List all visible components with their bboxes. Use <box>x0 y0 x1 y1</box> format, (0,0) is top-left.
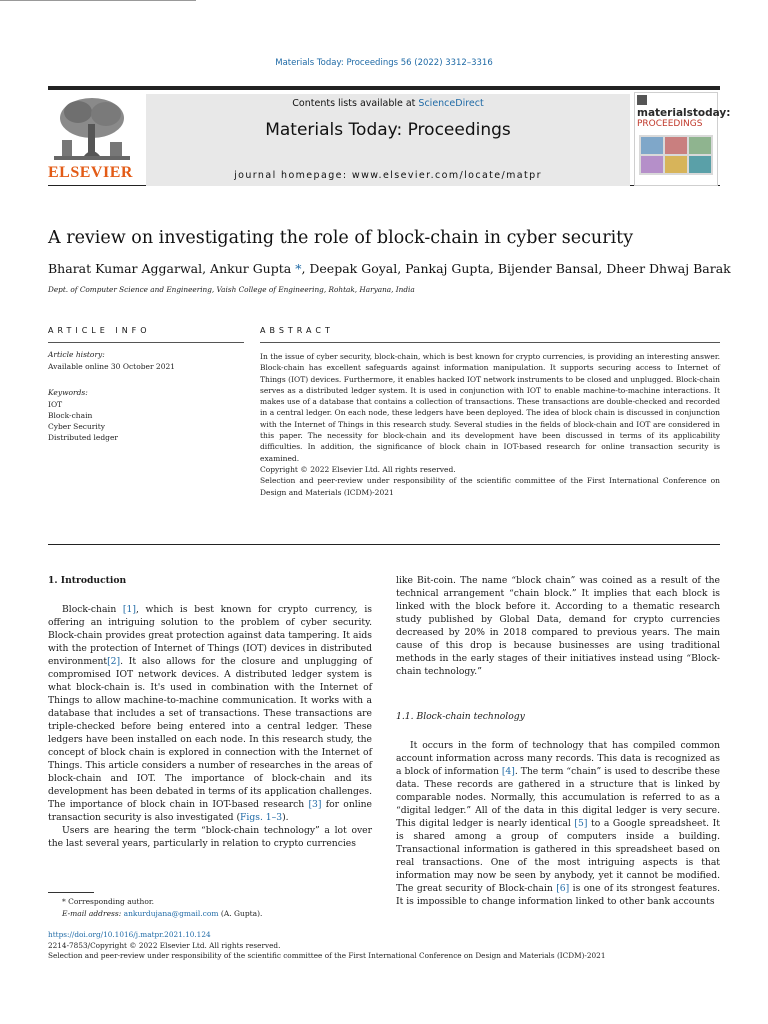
reference-link[interactable]: [3] <box>308 799 322 810</box>
contents-line <box>146 98 630 109</box>
page-footer <box>48 930 605 962</box>
cover-subtitle: PROCEEDINGS <box>637 119 703 129</box>
article-history-value: Available online 30 October 2021 <box>48 362 176 371</box>
keywords-label: Keywords: <box>48 388 88 397</box>
article-info-divider <box>48 342 244 343</box>
article-title: A review on investigating the role of block-chain in cyber security <box>48 228 634 248</box>
subsection-text: is one of its strongest features. It is impossible to change information linked to other bank accounts <box>396 883 720 907</box>
keyword-item: Cyber Security <box>48 422 106 431</box>
footnote-divider <box>48 892 94 893</box>
subsection-paragraph-1 <box>396 739 720 908</box>
journal-citation-link[interactable]: Materials Today: Proceedings 56 (2022) 3312–3316 <box>275 58 493 68</box>
author-list <box>48 261 738 276</box>
authors-first: Bharat Kumar Aggarwal, Ankur Gupta <box>48 261 296 276</box>
subsection-text: It occurs in the form of technology that has compiled common account information across many records. This data is recognized as a block of information <box>396 740 720 777</box>
cover-image-icon <box>639 135 713 175</box>
masthead-banner <box>146 94 630 186</box>
abstract-body <box>260 351 720 498</box>
intro-text: Block-chain <box>62 604 123 615</box>
journal-cover-thumbnail[interactable] <box>634 92 731 186</box>
article-history-label: Article history: <box>48 350 105 359</box>
reference-link[interactable]: [1] <box>122 604 136 615</box>
keywords-list <box>48 399 118 443</box>
intro-text: , which is best known for crypto currency, is offering an intriguing solution to the problem of cyber security. Block-chain provides great protection against data tampering. It aids with the protection of Internet of Things (IOT) devices in distributed environment <box>48 604 372 667</box>
abstract-copyright: Copyright © 2022 Elsevier Ltd. All rights reserved. <box>260 464 456 474</box>
author-email-link[interactable]: ankurdujana@gmail.com <box>123 909 219 918</box>
figure-link[interactable]: Figs. 1–3 <box>240 812 283 823</box>
keyword-item: Block-chain <box>48 411 93 420</box>
intro-text: for online transaction security is also investigated ( <box>48 799 372 823</box>
body-divider <box>48 544 720 545</box>
subsection-heading-block-chain-technology: 1.1. Block-chain technology <box>396 711 525 722</box>
footnote-corresponding <box>48 896 262 908</box>
intro-text: ). <box>282 812 289 823</box>
body-column-left <box>48 574 372 850</box>
sciencedirect-link[interactable]: ScienceDirect <box>418 98 484 109</box>
section-heading-introduction: 1. Introduction <box>48 575 127 586</box>
footnote-email-line <box>48 908 262 920</box>
subsection-text: . The term “chain” is used to describe these data. These records are gathered in a structure that is linked by comparable nodes. Normally, this accumulation is referred to as a “digital ledger.” All of the data in this digital ledger is very secure. This digital ledger is nearly identical <box>396 766 720 829</box>
journal-title[interactable]: Materials Today: Proceedings <box>265 120 511 140</box>
email-suffix: (A. Gupta). <box>218 909 263 918</box>
intro-text: . It also allows for the closure and unplugging of compromised IOT network devices. A distributed ledger system is what block-chain is. It's used in combination with the Internet of Things to allow machine-to-machine communication. It works with a database that includes a set of transactions. These transactions are triple-checked before being entered into a central ledger. These ledgers have been installed on each node. In this research study, the concept of block chain is explored in connection with the Internet of Things. This article considers a number of researches in the areas of block-chain and IOT. The importance of block-chain and its development has been debated in terms of its application challenges. The importance of block chain in IOT-based research <box>48 656 372 810</box>
reference-link[interactable]: [4] <box>501 766 515 777</box>
journal-homepage-link[interactable]: journal homepage: www.elsevier.com/locate/matpr <box>234 170 542 181</box>
footer-peer-review: Selection and peer-review under responsibility of the scientific committee of the First International Conference on Design and Materials (ICDM)-2021 <box>48 951 606 960</box>
reference-link[interactable]: [5] <box>574 818 588 829</box>
article-info-heading: ARTICLE INFO <box>48 326 151 335</box>
body-column-right <box>396 574 720 908</box>
abstract-heading: ABSTRACT <box>260 326 334 335</box>
abstract-divider <box>260 342 720 343</box>
journal-masthead <box>48 86 731 186</box>
corresponding-author-mark[interactable]: * <box>295 261 302 276</box>
cover-logo-mark-icon <box>637 95 647 105</box>
elsevier-tree-icon <box>54 94 130 164</box>
keyword-item: Distributed ledger <box>48 433 118 442</box>
intro-paragraph-1 <box>48 603 372 824</box>
intro-paragraph-2-continued: like Bit-coin. The name “block chain” was coined as a result of the technical arrangement “chain block.” It implies that each block is linked with the block before it. According to a thematic research study published by Global Data, demand for crypto currencies decreased by 20% in 2018 compared to previous years. The main cause of this drop is because businesses are using traditional methods in the early stages of their initiatives instead using “Block-chain technology.” <box>396 575 720 677</box>
authors-rest: , Deepak Goyal, Pankaj Gupta, Bijender Bansal, Dheer Dhwaj Barak <box>301 261 731 276</box>
subsection-text: to a Google spreadsheet. It is shared among a group of computers inside a building. Transactional information is gathered in this spreadsheet based on real transactions. One of the most intriguing aspects is that information may now be seen by anybody, yet it cannot be modified. The great security of Block-chain <box>396 818 720 894</box>
email-label: E-mail address: <box>62 909 124 918</box>
intro-paragraph-2: Users are hearing the term “block-chain technology” a lot over the last several years, particularly in relation to crypto currencies <box>48 825 372 849</box>
reference-link[interactable]: [2] <box>107 656 121 667</box>
doi-link[interactable]: https://doi.org/10.1016/j.matpr.2021.10.124 <box>48 930 211 939</box>
footnote <box>48 896 262 920</box>
contents-prefix: Contents lists available at <box>292 98 419 109</box>
issn-copyright: 2214-7853/Copyright © 2022 Elsevier Ltd. All rights reserved. <box>48 940 281 950</box>
footnote-corresponding-text: Corresponding author. <box>68 897 155 906</box>
keywords-divider <box>0 0 196 1</box>
elsevier-wordmark: ELSEVIER <box>48 164 133 181</box>
footnote-mark: * <box>62 897 66 906</box>
abstract-text: In the issue of cyber security, block-chain, which is best known for crypto currencies, is providing an interesting answer. Block-chain has excellent safeguards against information manipulation. It supports securing access to Internet of Things (IOT) devices. Furthermore, it enables hacked IOT network instruments to be closed and unplugged. Block-chain serves as a distributed ledger system. It is used in conjunction with IOT to enable machine-to-machine interactions. It makes use of a database that contains a collection of transactions. These transactions are double-checked and recorded in a central ledger. On each node, these ledgers have been deployed. The idea of block chain is discussed in conjunction with the Internet of Things in this research study. Several studies in the fields of block-chain and IOT are considered in this paper. The necessity for block-chain and its development have been discussed in terms of its applicability difficulties. In addition, the significance of block chain in IOT-based research for online transaction security is examined. <box>260 352 720 463</box>
keyword-item: IOT <box>48 400 63 409</box>
author-affiliation: Dept. of Computer Science and Engineering, Vaish College of Engineering, Rohtak, Haryana, India <box>48 285 415 294</box>
cover-title: materialstoday: <box>637 107 731 119</box>
reference-link[interactable]: [6] <box>556 883 570 894</box>
elsevier-logo[interactable] <box>48 94 144 186</box>
abstract-peer-review: Selection and peer-review under responsibility of the scientific committee of the First International Conference on Design and Materials (ICDM)-2021 <box>260 476 720 497</box>
